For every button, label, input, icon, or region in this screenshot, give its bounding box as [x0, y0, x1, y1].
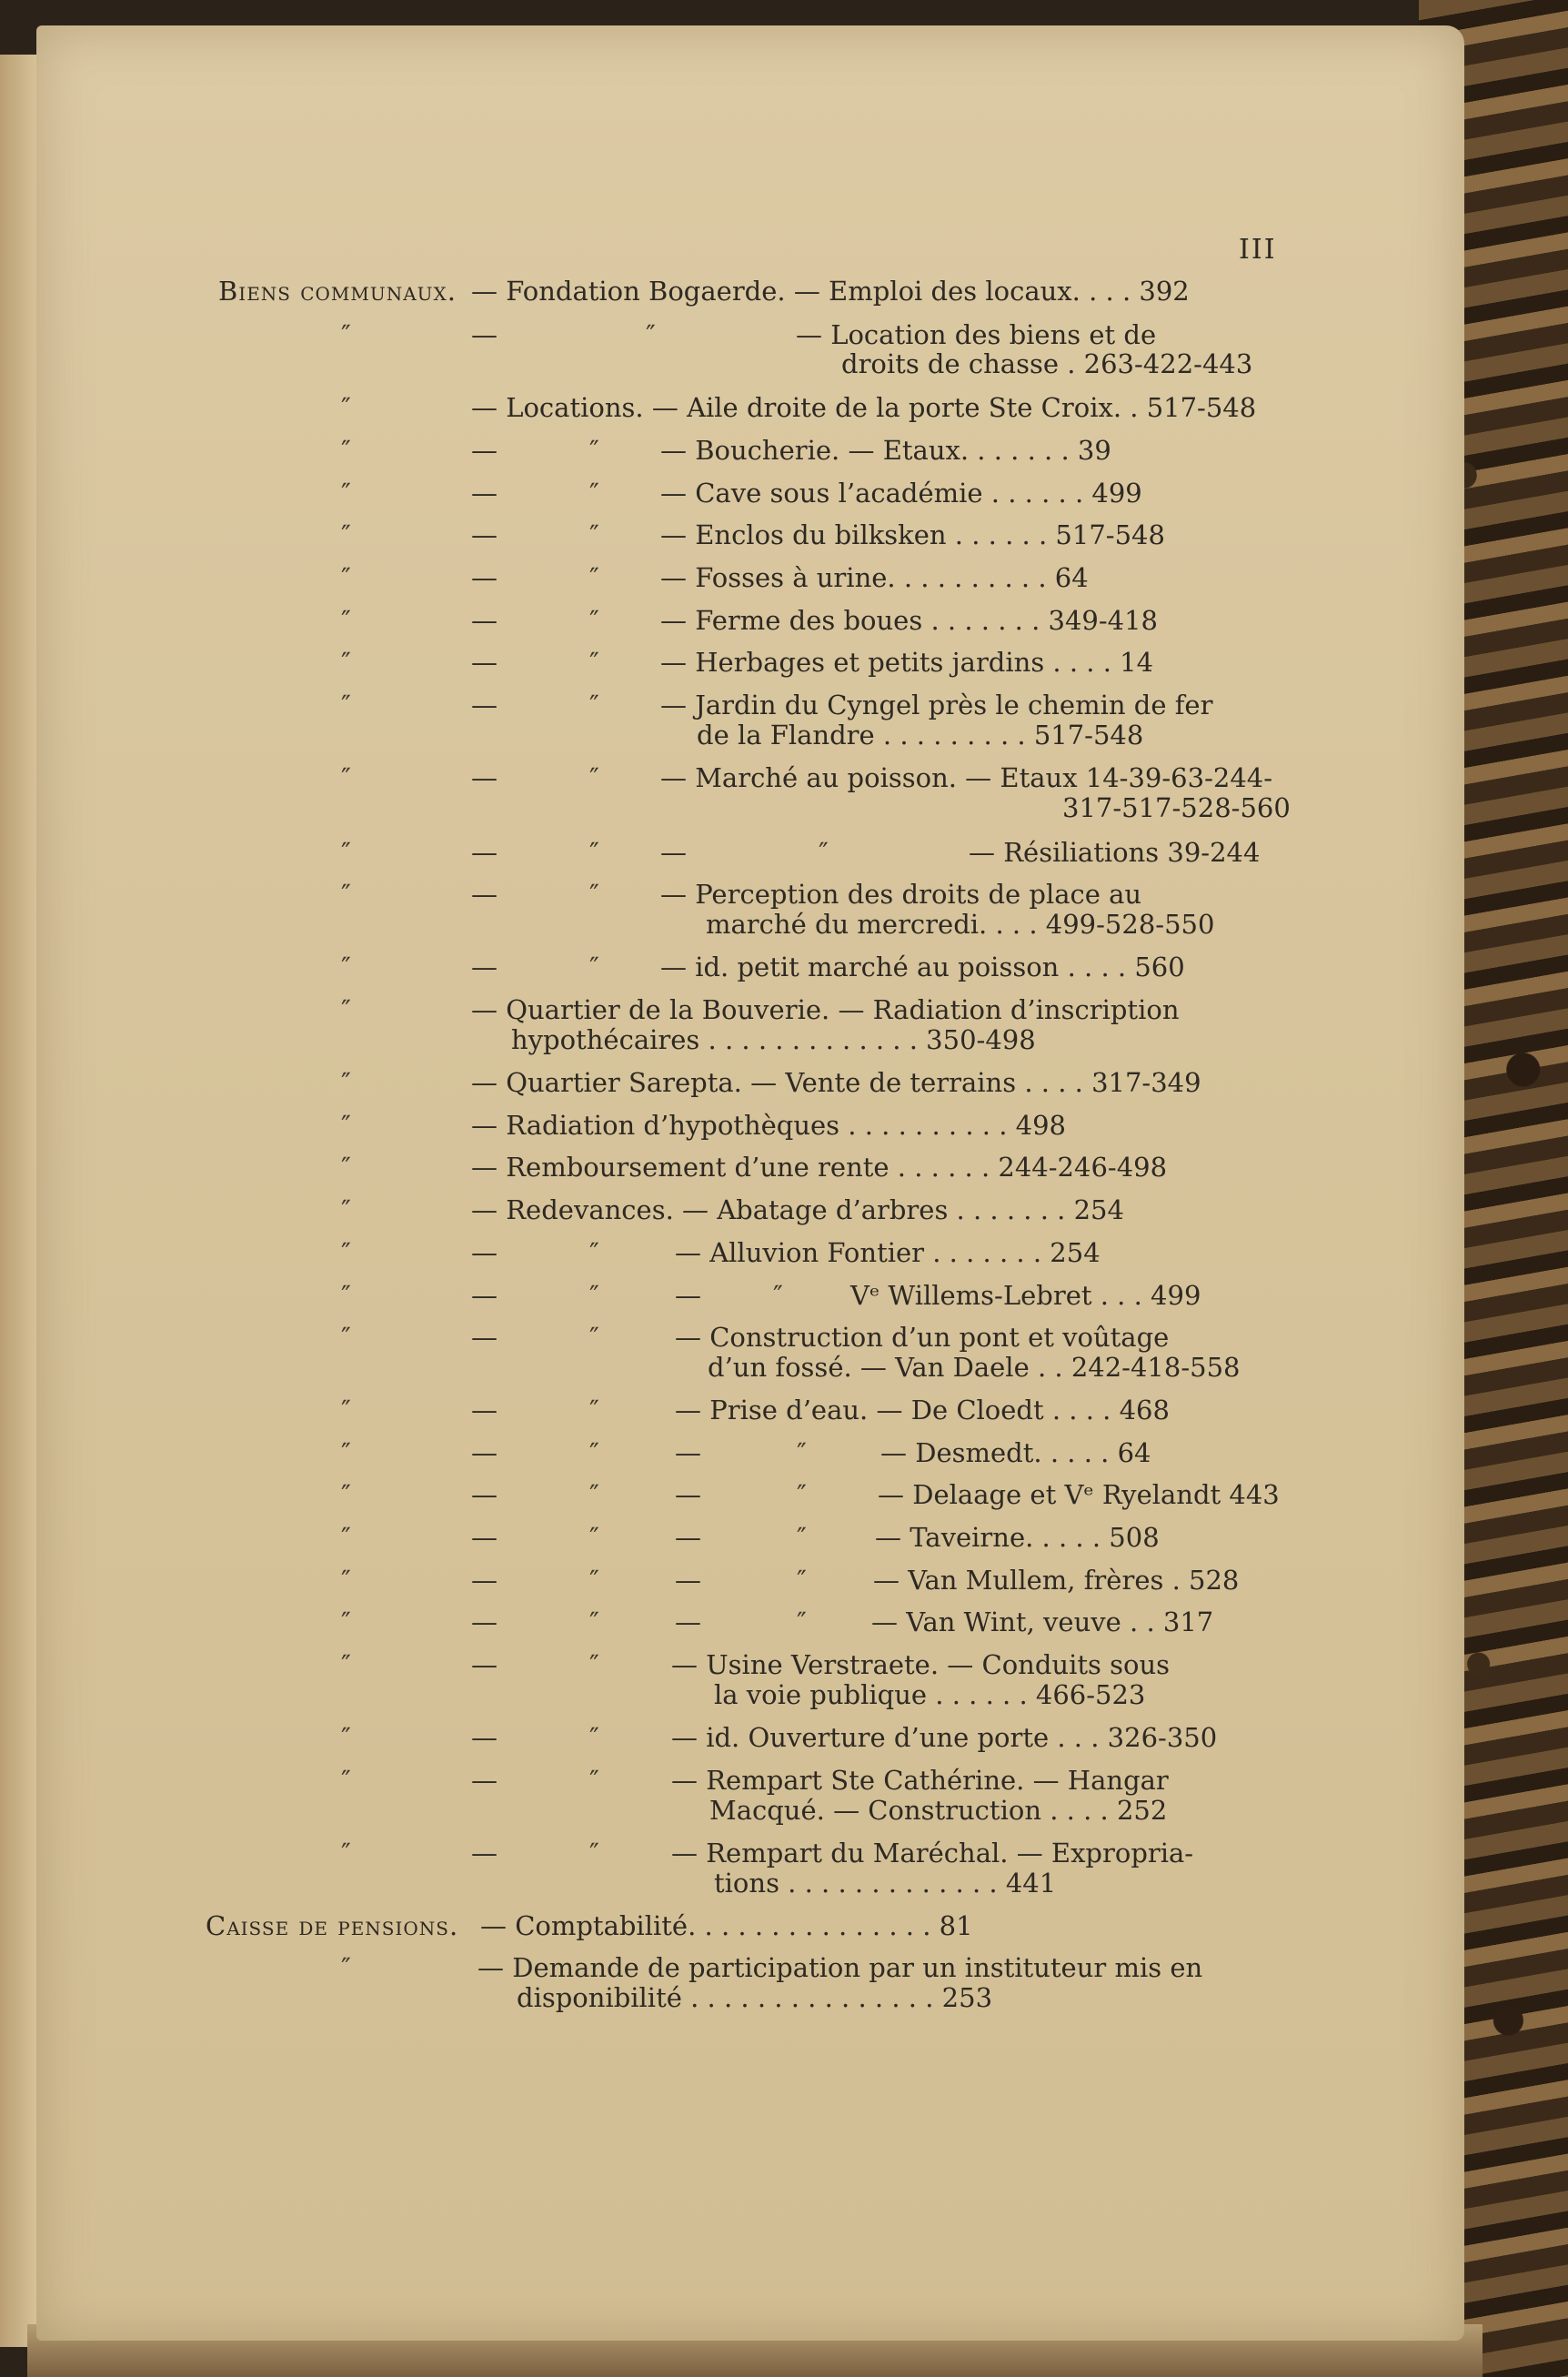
ditto-mark: ″ [646, 319, 656, 350]
index-entry-text: — [675, 1606, 701, 1637]
index-entry-text: — Quartier de la Bouverie. — Radiation d’inscription [471, 994, 1180, 1025]
index-entry-text: de la Flandre . . . . . . . . . 517-548 [697, 720, 1144, 750]
index-entry-text: — [471, 1322, 498, 1353]
index-heading: Caisse de pensions. [206, 1910, 459, 1941]
ditto-mark: ″ [341, 837, 351, 868]
index-entry-text: disponibilité . . . . . . . . . . . . . . . 253 [517, 1982, 993, 2013]
index-entry-text: — [675, 1522, 701, 1553]
index-entry-text: — [471, 837, 498, 868]
ditto-mark: ″ [589, 1437, 599, 1468]
ditto-mark: ″ [589, 762, 599, 793]
ditto-mark: ″ [589, 519, 599, 550]
ditto-mark: ″ [341, 879, 351, 910]
index-entry-text: — Delaage et Vᵉ Ryelandt 443 [878, 1479, 1280, 1510]
index-entry-text: — [471, 1722, 498, 1753]
index-entry-text: — [675, 1280, 701, 1311]
ditto-mark: ″ [589, 1522, 599, 1553]
ditto-mark: ″ [589, 952, 599, 982]
index-entry-text: — Marché au poisson. — Etaux 14-39-63-244- [660, 762, 1273, 793]
ditto-mark: ″ [773, 1280, 783, 1311]
index-entry-text: — Fosses à urine. . . . . . . . . . 64 [660, 562, 1089, 593]
ditto-mark: ″ [797, 1565, 807, 1596]
index-entry-text: — [471, 435, 498, 466]
index-entry-text: — Van Mullem, frères . 528 [873, 1565, 1240, 1596]
index-entry-text: — [471, 647, 498, 678]
ditto-mark: ″ [341, 1479, 351, 1510]
index-entry-text: — [471, 1606, 498, 1637]
ditto-mark: ″ [589, 435, 599, 466]
ditto-mark: ″ [341, 519, 351, 550]
ditto-mark: ″ [589, 690, 599, 720]
ditto-mark: ″ [589, 1765, 599, 1796]
index-entry-text: — [471, 562, 498, 593]
ditto-mark: ″ [341, 1395, 351, 1425]
ditto-mark: ″ [589, 1237, 599, 1268]
index-entry-text: 317-517-528-560 [1062, 792, 1291, 823]
ditto-mark: ″ [341, 319, 351, 350]
ditto-mark: ″ [341, 690, 351, 720]
ditto-mark: ″ [797, 1437, 807, 1468]
ditto-mark: ″ [341, 392, 351, 423]
index-entry-text: Vᵉ Willems-Lebret . . . 499 [850, 1280, 1201, 1311]
index-entry-text: — [675, 1479, 701, 1510]
index-heading: Biens communaux. [218, 276, 457, 307]
ditto-mark: ″ [589, 837, 599, 868]
ditto-mark: ″ [589, 562, 599, 593]
index-entry-text: — [675, 1437, 701, 1468]
index-entry-text: — Desmedt. . . . . 64 [880, 1437, 1151, 1468]
index-entry-text: — id. petit marché au poisson . . . . 560 [660, 952, 1185, 982]
ditto-mark: ″ [341, 1280, 351, 1311]
index-entry-text: — [471, 478, 498, 509]
index-entry-text: tions . . . . . . . . . . . . . 441 [714, 1868, 1057, 1899]
ditto-mark: ″ [589, 1280, 599, 1311]
index-entry-text: — [471, 605, 498, 636]
ditto-mark: ″ [589, 1565, 599, 1596]
index-entry-text: — Comptabilité. . . . . . . . . . . . . . . 81 [480, 1910, 973, 1941]
ditto-mark: ″ [341, 1838, 351, 1868]
ditto-mark: ″ [341, 1565, 351, 1596]
index-entry-text: — Cave sous l’académie . . . . . . 499 [660, 478, 1142, 509]
index-entry-text: — Résiliations 39-244 [969, 837, 1261, 868]
index-page [36, 25, 1464, 2341]
index-entry-text: — Fondation Bogaerde. — Emploi des locaux. . . . 392 [471, 276, 1190, 307]
index-entry-text: — [660, 837, 687, 868]
ditto-mark: ″ [341, 994, 351, 1025]
index-entry-text: — Rempart Ste Cathérine. — Hangar [671, 1765, 1169, 1796]
index-entry-text: — [471, 1237, 498, 1268]
ditto-mark: ″ [341, 1952, 351, 1983]
index-entry-text: — [471, 1838, 498, 1868]
ditto-mark: ″ [341, 1522, 351, 1553]
page-number: III [1239, 234, 1277, 266]
index-entry-text: — Redevances. — Abatage d’arbres . . . . . . . 254 [471, 1194, 1124, 1225]
index-entry-text: — Ferme des boues . . . . . . . 349-418 [660, 605, 1159, 636]
index-entry-text: — Construction d’un pont et voûtage [675, 1322, 1170, 1353]
ditto-mark: ″ [341, 647, 351, 678]
index-entry-text: — [471, 1522, 498, 1553]
index-entry-text: Macqué. — Construction . . . . 252 [709, 1795, 1168, 1826]
ditto-mark: ″ [341, 1194, 351, 1225]
index-entry-text: — [471, 690, 498, 720]
index-entry-text: — Quartier Sarepta. — Vente de terrains . . . . 317-349 [471, 1067, 1201, 1098]
ditto-mark: ″ [797, 1479, 807, 1510]
index-entry-text: — [471, 319, 498, 350]
index-entry-text: — Alluvion Fontier . . . . . . . 254 [675, 1237, 1101, 1268]
index-entry-text: — [471, 1649, 498, 1680]
index-entry-text: — Boucherie. — Etaux. . . . . . . 39 [660, 435, 1111, 466]
ditto-mark: ″ [797, 1522, 807, 1553]
ditto-mark: ″ [341, 435, 351, 466]
ditto-mark: ″ [341, 478, 351, 509]
index-entry-text: — [471, 879, 498, 910]
ditto-mark: ″ [341, 1606, 351, 1637]
ditto-mark: ″ [589, 605, 599, 636]
index-entry-text: — [471, 1437, 498, 1468]
index-entry-text: hypothécaires . . . . . . . . . . . . . 350-498 [511, 1024, 1036, 1055]
ditto-mark: ″ [341, 1237, 351, 1268]
ditto-mark: ″ [589, 1395, 599, 1425]
index-entry-text: — Demande de participation par un instituteur mis en [477, 1952, 1203, 1983]
index-entry-text: la voie publique . . . . . . 466-523 [714, 1679, 1146, 1710]
ditto-mark: ″ [341, 1437, 351, 1468]
index-entry-text: — [471, 519, 498, 550]
ditto-mark: ″ [589, 478, 599, 509]
ditto-mark: ″ [589, 1838, 599, 1868]
ditto-mark: ″ [341, 952, 351, 982]
index-entry-text: — Van Wint, veuve . . 317 [871, 1606, 1214, 1637]
index-entry-text: — [471, 762, 498, 793]
index-entry-text: — [471, 1280, 498, 1311]
index-entry-text: — Prise d’eau. — De Cloedt . . . . 468 [675, 1395, 1170, 1425]
ditto-mark: ″ [589, 647, 599, 678]
index-entry-text: — [471, 1479, 498, 1510]
index-entry-text: — Taveirne. . . . . 508 [875, 1522, 1160, 1553]
index-entry-text: — Remboursement d’une rente . . . . . . 244-246-498 [471, 1152, 1168, 1183]
ditto-mark: ″ [341, 1322, 351, 1353]
index-entry-text: — Herbages et petits jardins . . . . 14 [660, 647, 1154, 678]
index-entry-text: droits de chasse . 263-422-443 [841, 348, 1253, 379]
ditto-mark: ″ [341, 1152, 351, 1183]
index-entry-text: marché du mercredi. . . . 499-528-550 [706, 909, 1215, 940]
index-entry-text: — Usine Verstraete. — Conduits sous [671, 1649, 1170, 1680]
ditto-mark: ″ [341, 562, 351, 593]
ditto-mark: ″ [341, 1067, 351, 1098]
index-entry-text: — Enclos du bilksken . . . . . . 517-548 [660, 519, 1165, 550]
index-entry-text: — [471, 1565, 498, 1596]
index-entry-text: — Perception des droits de place au [660, 879, 1142, 910]
ditto-mark: ″ [797, 1606, 807, 1637]
index-entry-text: — Jardin du Cyngel près le chemin de fer [660, 690, 1213, 720]
ditto-mark: ″ [589, 1322, 599, 1353]
ditto-mark: ″ [589, 1479, 599, 1510]
index-entry-text: — Radiation d’hypothèques . . . . . . . . . . 498 [471, 1110, 1067, 1141]
ditto-mark: ″ [819, 837, 829, 868]
index-entry-text: d’un fossé. — Van Daele . . 242-418-558 [708, 1352, 1241, 1383]
ditto-mark: ″ [341, 1649, 351, 1680]
ditto-mark: ″ [341, 605, 351, 636]
ditto-mark: ″ [589, 1649, 599, 1680]
index-entry-text: — Rempart du Maréchal. — Expropria- [671, 1838, 1194, 1868]
ditto-mark: ″ [341, 762, 351, 793]
index-entry-text: — id. Ouverture d’une porte . . . 326-350 [671, 1722, 1218, 1753]
index-entry-text: — Locations. — Aile droite de la porte Ste Croix. . 517-548 [471, 392, 1257, 423]
ditto-mark: ″ [589, 1722, 599, 1753]
index-entry-text: — [471, 952, 498, 982]
index-entry-text: — [675, 1565, 701, 1596]
ditto-mark: ″ [589, 879, 599, 910]
ditto-mark: ″ [589, 1606, 599, 1637]
index-entry-text: — [471, 1765, 498, 1796]
ditto-mark: ″ [341, 1110, 351, 1141]
ditto-mark: ″ [341, 1765, 351, 1796]
index-entry-text: — Location des biens et de [796, 319, 1157, 350]
ditto-mark: ″ [341, 1722, 351, 1753]
index-entry-text: — [471, 1395, 498, 1425]
